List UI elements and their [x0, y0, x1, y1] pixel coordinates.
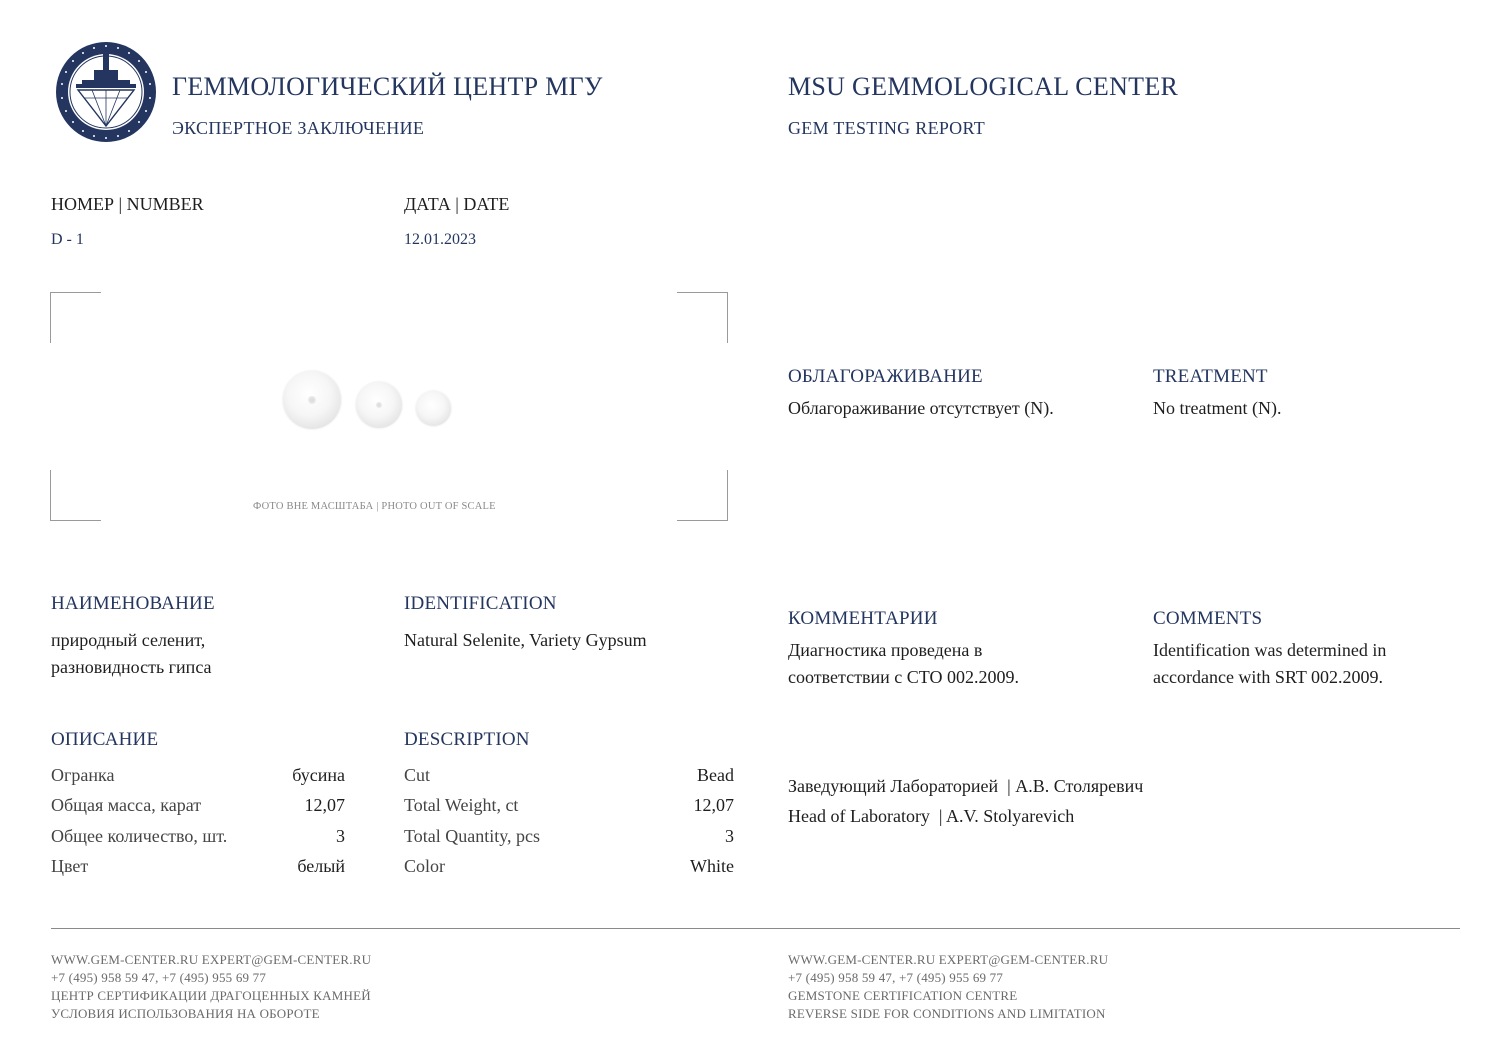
frame-corner: [677, 292, 728, 343]
msu-seal-icon: [54, 40, 158, 144]
en-row-value: Bead: [697, 765, 734, 785]
ru-row-value: 12,07: [304, 795, 345, 815]
frame-corner: [50, 292, 101, 343]
ru-row-value: бусина: [292, 765, 345, 785]
photo-caption: ФОТО ВНЕ МАСШТАБА | PHOTO OUT OF SCALE: [253, 501, 496, 512]
ru-row-value: 3: [336, 826, 345, 846]
ru-row-label: Общая масса, карат: [51, 795, 202, 815]
en-row-value: White: [690, 856, 734, 876]
frame-corner: [677, 470, 728, 521]
signature-ru: Заведующий Лабораторией | А.В. Столяревич: [788, 776, 1144, 796]
number-label: НОМЕР | NUMBER: [51, 194, 204, 214]
frame-corner: [50, 470, 101, 521]
identification-ru-text: природный селенит, разновидность гипса: [51, 630, 212, 677]
ru-title: ГЕММОЛОГИЧЕСКИЙ ЦЕНТР МГУ: [172, 72, 603, 101]
en-row-label: Total Weight, ct: [404, 795, 519, 815]
description-en-heading: DESCRIPTION: [404, 729, 530, 750]
treatment-ru-heading: ОБЛАГОРАЖИВАНИЕ: [788, 366, 983, 387]
treatment-en-heading: TREATMENT: [1153, 366, 1268, 387]
identification-ru-heading: НАИМЕНОВАНИЕ: [51, 593, 215, 614]
ru-row-label: Цвет: [51, 856, 89, 876]
footer-centre: ЦЕНТР СЕРТИФИКАЦИИ ДРАГОЦЕННЫХ КАМНЕЙ: [51, 988, 371, 1003]
footer-conditions: REVERSE SIDE FOR CONDITIONS AND LIMITATION: [788, 1006, 1106, 1021]
comments-ru-text: Диагностика проведена в соответствии с СТО 002.2009.: [788, 640, 1019, 687]
comments-en-heading: COMMENTS: [1153, 608, 1263, 629]
footer-phones: +7 (495) 958 59 47, +7 (495) 955 69 77: [51, 970, 267, 985]
footer-left: [51, 951, 371, 1023]
en-subtitle: GEM TESTING REPORT: [788, 118, 985, 138]
en-row-value: 12,07: [693, 795, 734, 815]
identification-en-text: Natural Selenite, Variety Gypsum: [404, 630, 647, 650]
bead-medium: [356, 382, 402, 428]
footer-centre: GEMSTONE CERTIFICATION CENTRE: [788, 988, 1018, 1003]
footer-right: [788, 951, 1108, 1023]
en-row-label: Total Quantity, pcs: [404, 826, 541, 846]
date-value: 12.01.2023: [404, 231, 476, 248]
footer-contacts: WWW.GEM-CENTER.RU EXPERT@GEM-CENTER.RU: [788, 952, 1109, 967]
treatment-en-text: No treatment (N).: [1153, 398, 1282, 418]
bead-large: [283, 371, 341, 429]
date-label: ДАТА | DATE: [404, 194, 510, 214]
ru-row-label: Общее количество, шт.: [51, 826, 228, 846]
treatment-ru-text: Облагораживание отсутствует (N).: [788, 398, 1054, 418]
footer-contacts: WWW.GEM-CENTER.RU EXPERT@GEM-CENTER.RU: [51, 952, 372, 967]
number-value: D - 1: [51, 231, 84, 248]
en-row-value: 3: [725, 826, 734, 846]
ru-row-value: белый: [297, 856, 345, 876]
bead-small: [416, 391, 451, 426]
ru-subtitle: ЭКСПЕРТНОЕ ЗАКЛЮЧЕНИЕ: [172, 118, 425, 138]
description-ru-heading: ОПИСАНИЕ: [51, 729, 159, 750]
footer-phones: +7 (495) 958 59 47, +7 (495) 955 69 77: [788, 970, 1004, 985]
identification-en-heading: IDENTIFICATION: [404, 593, 557, 614]
en-row-label: Cut: [404, 765, 431, 785]
footer-divider: [51, 928, 1460, 929]
footer-conditions: УСЛОВИЯ ИСПОЛЬЗОВАНИЯ НА ОБОРОТЕ: [51, 1006, 320, 1021]
signature-en: Head of Laboratory | A.V. Stolyarevich: [788, 806, 1075, 826]
en-title: MSU GEMMOLOGICAL CENTER: [788, 72, 1179, 101]
comments-ru-heading: КОММЕНТАРИИ: [788, 608, 938, 629]
comments-en-text: Identification was determined in accordance with SRT 002.2009.: [1153, 640, 1387, 687]
en-row-label: Color: [404, 856, 446, 876]
ru-row-label: Огранка: [51, 765, 115, 785]
